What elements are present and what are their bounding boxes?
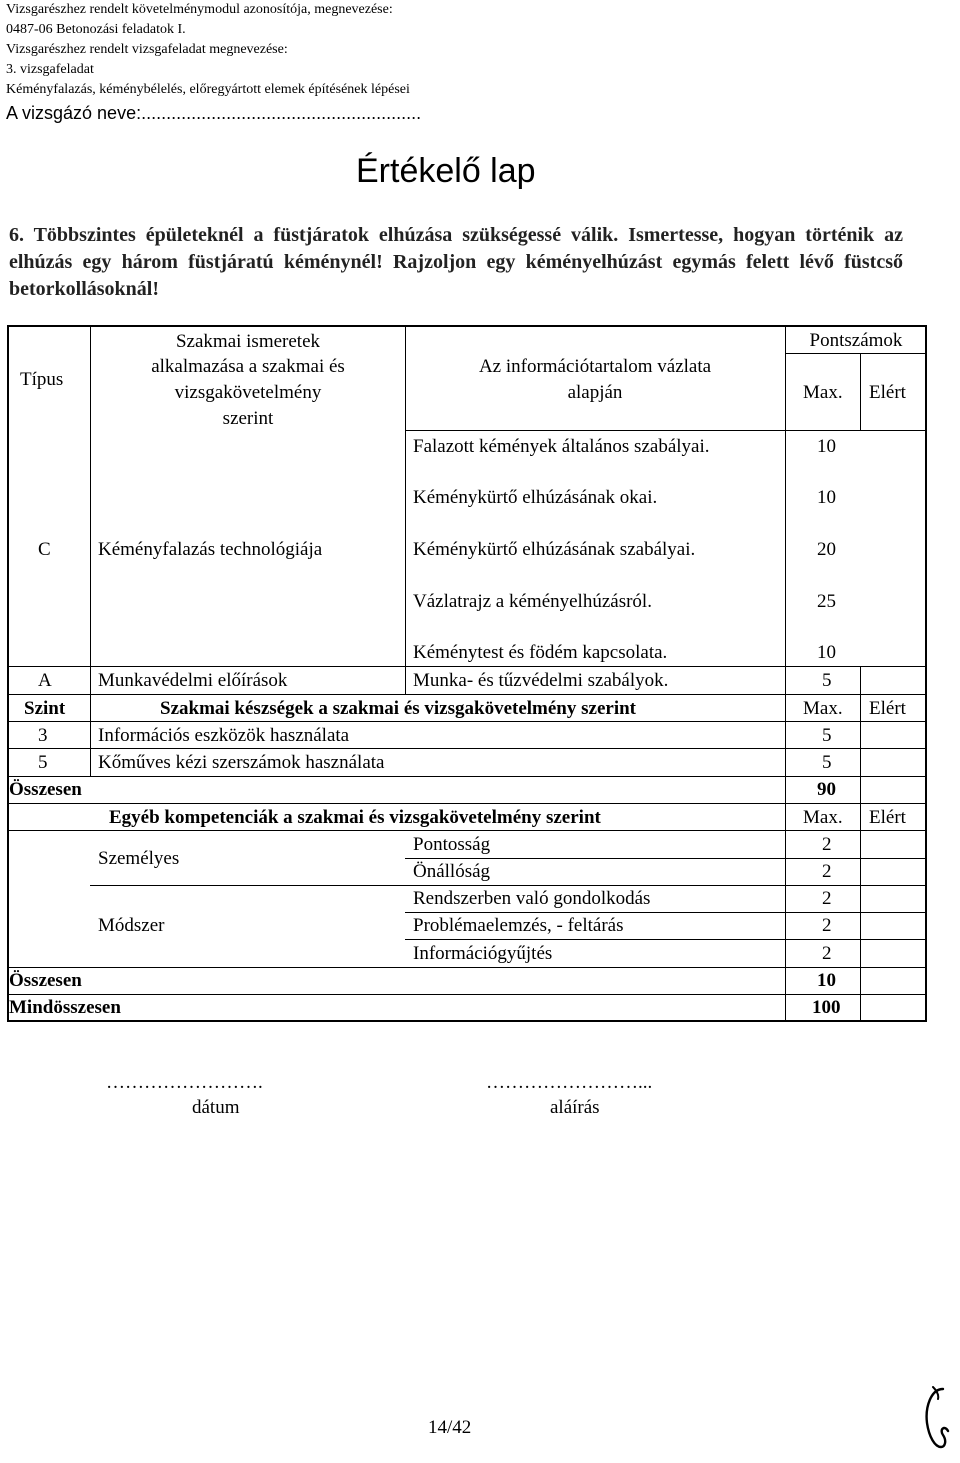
c-item-2-max: 10 xyxy=(817,487,836,508)
grand-total-label: Mindösszesen xyxy=(9,997,121,1018)
skills-head-title: Szakmai készségek a szakmai és vizsgakövetelmény szerint xyxy=(160,698,636,719)
col-head-max: Max. xyxy=(803,382,843,403)
other-head-max: Max. xyxy=(803,807,843,828)
total-1-label: Összesen xyxy=(9,779,82,800)
skill-1-level: 3 xyxy=(38,725,48,746)
handwritten-initial-signature xyxy=(921,1385,951,1455)
c-item-3-max: 20 xyxy=(817,539,836,560)
signature-dots: ……………………... xyxy=(486,1072,653,1093)
other-head-elert: Elért xyxy=(869,807,906,828)
document-header xyxy=(6,0,410,100)
date-dots: ……………………. xyxy=(106,1072,263,1093)
c-item-2: Kéménykürtő elhúzásának okai. xyxy=(413,487,658,508)
method-item-2: Problémaelemzés, - feltárás xyxy=(413,915,624,936)
method-item-2-max: 2 xyxy=(822,915,832,936)
personal-item-1: Pontosság xyxy=(413,834,491,855)
col-head-szakmai-2: alkalmazása a szakmai és xyxy=(151,356,345,377)
col-head-elert: Elért xyxy=(869,382,906,403)
personal-item-2-max: 2 xyxy=(822,861,832,882)
method-item-3-max: 2 xyxy=(822,943,832,964)
skills-head-max: Max. xyxy=(803,698,843,719)
skill-1-max: 5 xyxy=(822,725,832,746)
col-head-szakmai-4: szerint xyxy=(222,408,274,429)
question-text: 6. Többszintes épületeknél a füstjáratok elhúzása szükségessé válik. Ismertesse, hogyan történik az elhúzás egy három füstjáratú kéménynél! Rajzoljon egy kéményelhúzást egymás felett lévő füstcső betorkollásoknál! xyxy=(9,224,903,300)
personal-item-2: Önállóság xyxy=(413,861,491,882)
method-item-1-max: 2 xyxy=(822,888,832,909)
c-item-4-max: 25 xyxy=(817,591,836,612)
c-item-5-max: 10 xyxy=(817,642,836,663)
skill-2-level: 5 xyxy=(38,752,48,773)
grand-total-value: 100 xyxy=(812,997,841,1018)
personal-label: Személyes xyxy=(98,848,180,869)
method-label: Módszer xyxy=(98,915,165,936)
col-head-tipus: Típus xyxy=(20,369,64,390)
skill-2-text: Kőműves kézi szerszámok használata xyxy=(98,752,385,773)
header-line-1: Vizsgarészhez rendelt követelménymodul azonosítója, megnevezése: xyxy=(6,2,393,17)
col-head-szakmai-1: Szakmai ismeretek xyxy=(175,331,321,352)
section-a-max: 5 xyxy=(822,670,832,691)
total-1-value: 90 xyxy=(817,779,836,800)
col-head-info-2: alapján xyxy=(567,382,623,403)
c-item-1: Falazott kémények általános szabályai. xyxy=(413,436,710,457)
section-c-type: C xyxy=(38,539,51,560)
section-a-topic: Munkavédelmi előírások xyxy=(98,670,288,691)
section-a-text: Munka- és tűzvédelmi szabályok. xyxy=(413,670,669,691)
header-line-4: 3. vizsgafeladat xyxy=(6,62,94,77)
section-a-type: A xyxy=(38,670,52,691)
c-item-4: Vázlatrajz a kéményelhúzásról. xyxy=(413,591,652,612)
skills-head-szint: Szint xyxy=(24,698,66,719)
header-line-5: Kéményfalazás, kéménybélelés, előregyártott elemek építésének lépései xyxy=(6,82,410,97)
c-item-1-max: 10 xyxy=(817,436,836,457)
col-head-info-1: Az információtartalom vázlata xyxy=(478,356,712,377)
skill-2-max: 5 xyxy=(822,752,832,773)
signature-label: aláírás xyxy=(550,1097,600,1118)
c-item-3: Kéménykürtő elhúzásának szabályai. xyxy=(413,539,696,560)
other-head-title: Egyéb kompetenciák a szakmai és vizsgakövetelmény szerint xyxy=(109,807,601,828)
skills-head-elert: Elért xyxy=(869,698,906,719)
section-c-topic: Kéményfalazás technológiája xyxy=(98,539,323,560)
col-head-pontszamok: Pontszámok xyxy=(809,330,903,351)
total-2-value: 10 xyxy=(817,970,836,991)
candidate-name-line: A vizsgázó neve:........................................................ xyxy=(6,103,422,123)
page-number: 14/42 xyxy=(428,1417,472,1438)
header-line-2: 0487-06 Betonozási feladatok I. xyxy=(6,22,186,37)
method-item-3: Információgyűjtés xyxy=(413,943,553,964)
total-2-label: Összesen xyxy=(9,970,82,991)
skill-1-text: Információs eszközök használata xyxy=(98,725,350,746)
c-item-5: Kéménytest és födém kapcsolata. xyxy=(413,642,668,663)
page-title: Értékelő lap xyxy=(356,152,536,190)
method-item-1: Rendszerben való gondolkodás xyxy=(413,888,651,909)
personal-item-1-max: 2 xyxy=(822,834,832,855)
date-label: dátum xyxy=(192,1097,240,1118)
header-line-3: Vizsgarészhez rendelt vizsgafeladat megnevezése: xyxy=(6,42,288,57)
col-head-szakmai-3: vizsgakövetelmény xyxy=(174,382,322,403)
